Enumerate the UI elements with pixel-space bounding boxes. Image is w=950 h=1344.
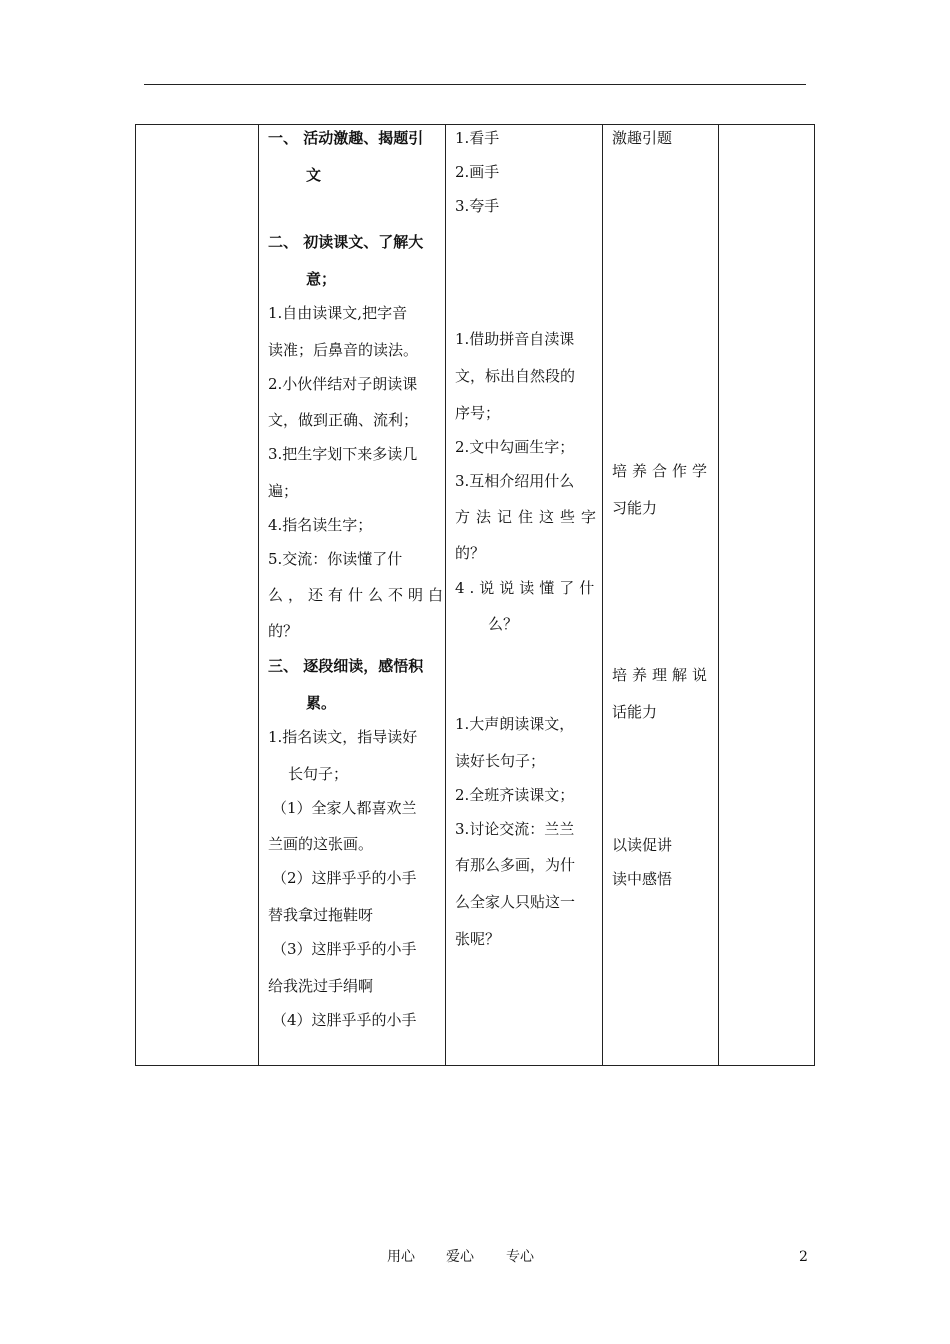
step-text: 的？ — [268, 622, 299, 640]
activity-text: 2.全班齐读课文； — [455, 786, 575, 804]
reading-sentence: 给我洗过手绢啊 — [268, 977, 374, 995]
footer-motto: 用心 — [387, 1249, 415, 1265]
reading-sentence: （3）这胖乎乎的小手 — [272, 940, 417, 958]
step-heading-cont: 累。 — [306, 694, 337, 712]
step-text: 3.把生字划下来多读几 — [268, 445, 418, 463]
step-text: 1.自由读课文,把字音 — [268, 304, 408, 322]
step-text: 2.小伙伴结对子朗读课 — [268, 375, 418, 393]
reading-sentence: （2）这胖乎乎的小手 — [272, 869, 417, 887]
step-text: 读准；后鼻音的读法。 — [268, 341, 419, 359]
activity-text: 1.大声朗读课文， — [455, 715, 575, 733]
step-text: 长句子； — [288, 765, 349, 783]
activity-text: 么全家人只贴这一 — [455, 893, 576, 911]
step-text: 4.指名读生字； — [268, 516, 373, 534]
activity-text: 1.看手 — [455, 129, 500, 147]
activity-text: 4.说说读懂了什 — [455, 579, 600, 597]
header-rule — [144, 84, 806, 85]
step-heading-cont: 意； — [306, 270, 337, 288]
activity-text: 3.夸手 — [455, 197, 500, 215]
step-heading: 一、 活动激趣、揭题引 — [268, 129, 424, 147]
activity-text: 序号； — [455, 404, 501, 422]
activity-text: 么？ — [488, 615, 519, 633]
activity-text: 有那么多画，为什 — [455, 856, 576, 874]
footer-motto: 专心 — [506, 1249, 534, 1265]
column-divider — [718, 124, 719, 1066]
column-divider — [602, 124, 603, 1066]
activity-text: 张呢？ — [455, 930, 501, 948]
intent-text: 以读促讲 — [612, 836, 673, 854]
column-divider — [258, 124, 259, 1066]
step-heading: 三、 逐段细读，感悟积 — [268, 657, 424, 675]
activity-text: 的？ — [455, 544, 486, 562]
reading-sentence: （1）全家人都喜欢兰 — [272, 799, 417, 817]
activity-text: 3.讨论交流：兰兰 — [455, 820, 575, 838]
page-number: 2 — [799, 1249, 808, 1265]
step-text: 遍； — [268, 482, 299, 500]
step-heading-cont: 文 — [306, 166, 322, 184]
step-heading: 二、 初读课文、了解大 — [268, 233, 424, 251]
step-text: 5.交流：你读懂了什 — [268, 550, 403, 568]
activity-text: 读好长句子； — [455, 752, 546, 770]
activity-text: 1.借助拼音自渎课 — [455, 330, 575, 348]
intent-text: 激趣引题 — [612, 129, 673, 147]
step-text: 1.指名读文，指导读好 — [268, 728, 418, 746]
intent-text: 培养合作学 — [612, 462, 713, 480]
step-text: 文，做到正确、流利； — [268, 411, 419, 429]
step-text: 么，还有什么不明白 — [268, 586, 449, 604]
intent-text: 话能力 — [612, 703, 658, 721]
intent-text: 习能力 — [612, 499, 658, 517]
reading-sentence: 兰画的这张画。 — [268, 835, 374, 853]
activity-text: 方法记住这些字 — [455, 508, 603, 526]
reading-sentence: （4）这胖乎乎的小手 — [272, 1011, 417, 1029]
intent-text: 读中感悟 — [612, 870, 673, 888]
activity-text: 2.文中勾画生字； — [455, 438, 575, 456]
activity-text: 3.互相介绍用什么 — [455, 472, 575, 490]
intent-text: 培养理解说 — [612, 666, 713, 684]
activity-text: 文，标出自然段的 — [455, 367, 576, 385]
reading-sentence: 替我拿过拖鞋呀 — [268, 906, 374, 924]
activity-text: 2.画手 — [455, 163, 500, 181]
footer-motto: 爱心 — [446, 1249, 474, 1265]
